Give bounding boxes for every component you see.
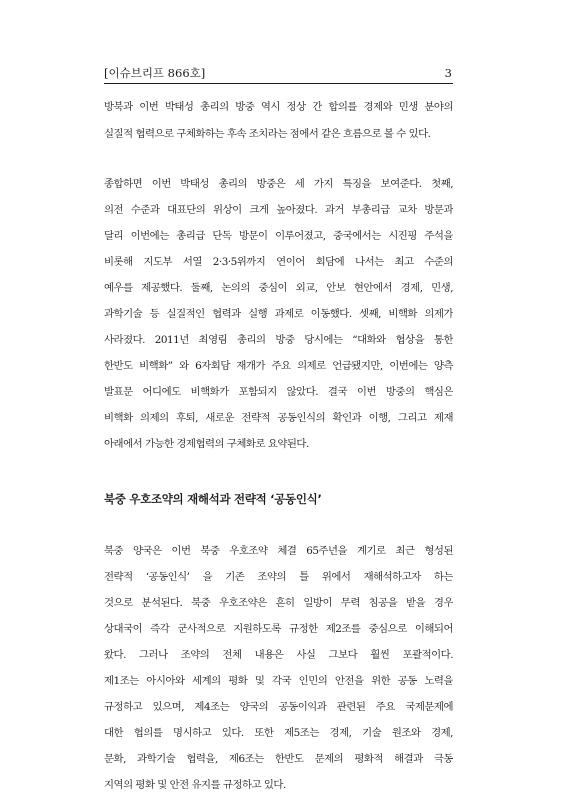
body-line: 규정하고 있으며, 제4조는 양국의 공동이익과 관련된 주요 국제문제에 (104, 701, 453, 713)
body-line: 지역의 평화 및 안전 유지를 규정하고 있다. (104, 779, 286, 791)
body-line: 예우를 제공했다. 둘째, 논의의 중심이 외교, 안보 현안에서 경제, 민생, (104, 282, 453, 294)
body-line: 북중 양국은 이번 북중 우호조약 체결 65주년을 계기로 최근 형성된 (104, 545, 453, 557)
body-line: 달리 이번에는 총리급 단독 방문이 이루어졌고, 중국에서는 시진핑 주석을 (104, 230, 453, 242)
section-heading: 북중 우호조약의 재해석과 전략적 ‘공동인식’ (104, 492, 322, 506)
page-number: 3 (444, 66, 452, 80)
body-line: 사라졌다. 2011년 최영림 총리의 방중 당시에는 “대화와 협상을 통한 (104, 334, 453, 346)
body-line: 발표문 어디에도 비핵화가 포함되지 않았다. 결국 이번 방중의 핵심은 (104, 386, 453, 398)
body-line: 것으로 분석된다. 북중 우호조약은 흔히 일방이 무력 침공을 받을 경우 (104, 597, 453, 609)
body-line: 제1조는 아시아와 세계의 평화 및 각국 인민의 안전을 위한 공동 노력을 (104, 675, 453, 687)
body-line: 문화, 과학기술 협력을, 제6조는 한반도 문제의 평화적 해결과 극동 (104, 753, 453, 765)
body-line: 의전 수준과 대표단의 위상이 크게 높아졌다. 과거 부총리급 교차 방문과 (104, 204, 453, 216)
body-line: 방북과 이번 박태성 총리의 방중 역시 정상 간 합의를 경제와 민생 분야의 (104, 101, 453, 113)
body-line: 실질적 협력으로 구체화하는 후속 조치라는 점에서 같은 흐름으로 볼 수 있다. (104, 128, 431, 140)
body-line: 비롯해 지도부 서열 2·3·5위까지 연이어 회담에 나서는 최고 수준의 (104, 256, 453, 268)
body-line: 종합하면 이번 박태성 총리의 방중은 세 가지 특징을 보여준다. 첫째, (104, 178, 453, 190)
body-line: 상대국이 즉각 군사적으로 지원하도록 규정한 제2조를 중심으로 이해되어 (104, 623, 453, 635)
issue-label: [이슈브리프 866호] (104, 66, 206, 80)
body-line: 전략적 ‘공동인식’ 을 기존 조약의 틀 위에서 재해석하고자 하는 (104, 571, 453, 583)
body-line: 왔다. 그러나 조약의 전체 내용은 사실 그보다 훨씬 포괄적이다. (104, 649, 453, 661)
body-line: 아래에서 가능한 경제협력의 구체화로 요약된다. (104, 438, 309, 450)
body-line: 비핵화 의제의 후퇴, 새로운 전략적 공동인식의 확인과 이행, 그리고 제재 (104, 412, 453, 424)
page-header (104, 66, 452, 80)
body-line: 과학기술 등 실질적인 협력과 실행 과제로 이동했다. 셋째, 비핵화 의제가 (104, 308, 453, 320)
header-rule (104, 83, 453, 84)
body-line: 대한 협의를 명시하고 있다. 또한 제5조는 경제, 기술 원조와 경제, (104, 727, 453, 739)
body-line: 한반도 비핵화” 와 6자회담 재개가 주요 의제로 언급됐지만, 이번에는 양측 (104, 360, 453, 372)
